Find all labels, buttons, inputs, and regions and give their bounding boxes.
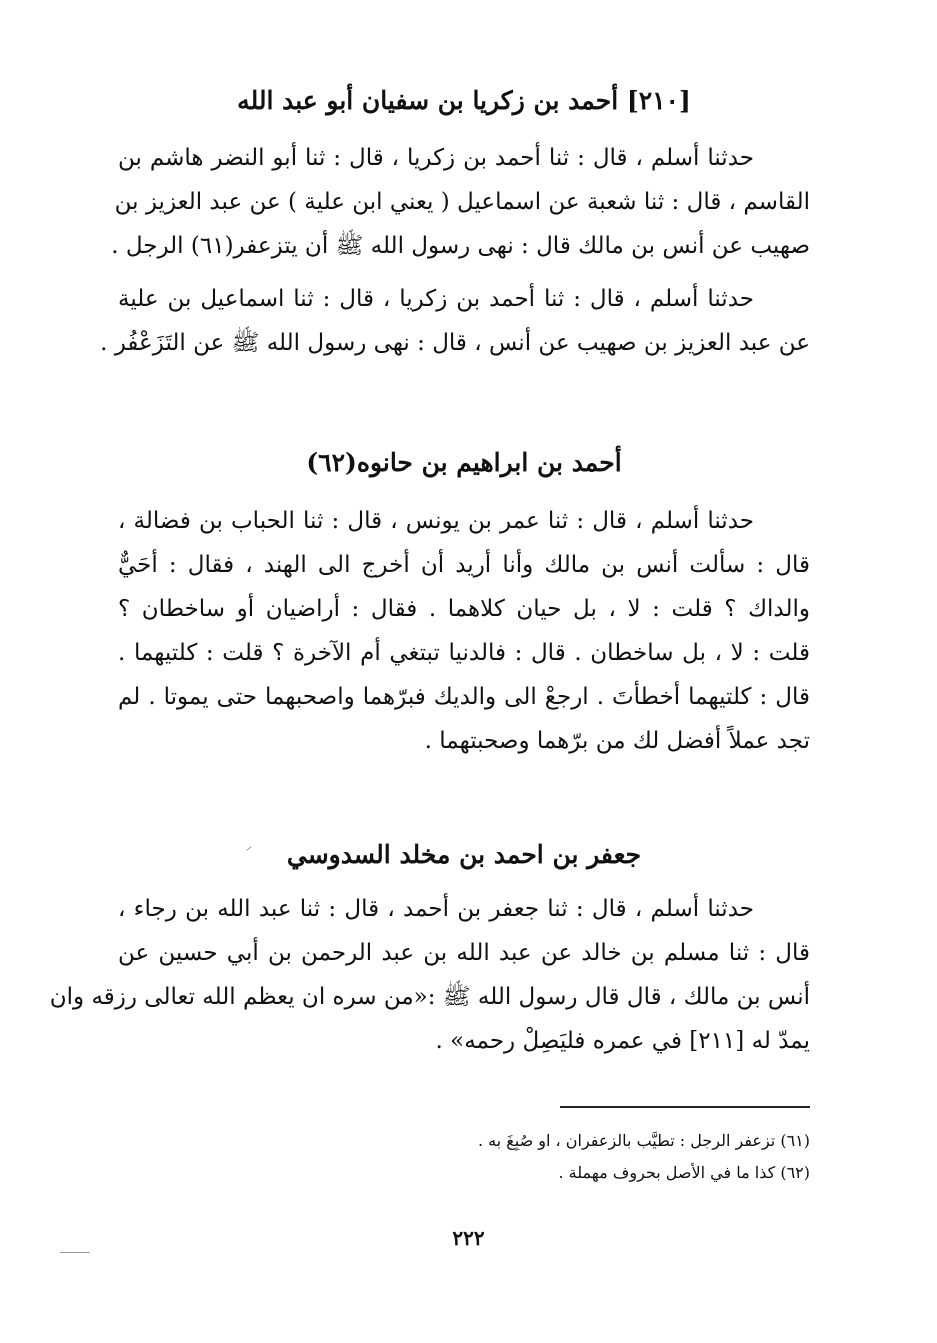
page-number: ٢٢٢ bbox=[452, 1226, 485, 1250]
paragraph-2 bbox=[100, 277, 810, 365]
text-line: والداك ؟ قلت : لا ، بل حيان كلاهما . فقال : أراضيان أو ساخطان ؟ bbox=[118, 596, 810, 622]
paragraph-4 bbox=[49, 887, 810, 1063]
text-line: عن عبد العزيز بن صهيب عن أنس ، قال : نهى رسول الله ﷺ عن التَزَعْفُر . bbox=[100, 330, 810, 356]
footnote-divider bbox=[560, 1106, 810, 1108]
text-line: قال : ثنا مسلم بن خالد عن عبد الله بن عبد الرحمن بن أبي حسين عن bbox=[118, 940, 810, 966]
text-line: أنس بن مالك ، قال قال رسول الله ﷺ :«من سره ان يعظم الله تعالى رزقه وان bbox=[49, 984, 810, 1010]
text-line: حدثنا أسلم ، قال : ثنا عمر بن يونس ، قال : ثنا الحباب بن فضالة ، bbox=[118, 508, 754, 534]
footnote-61: (٦١) تزعفر الرجل : تطيَّب بالزعفران ، او صُبِغَ به . bbox=[477, 1131, 810, 1150]
section-heading-jafar: جعفر بن احمد بن مخلد السدوسي bbox=[286, 840, 642, 869]
text-line: القاسم ، قال : ثنا شعبة عن اسماعيل ( يعني ابن علية ) عن عبد العزيز بن bbox=[114, 189, 810, 215]
footnote-62: (٦٢) كذا ما في الأصل بحروف مهملة . bbox=[558, 1163, 810, 1182]
text-line: تجد عملاً أفضل لك من برّهما وصحبتهما . bbox=[424, 728, 810, 754]
text-line: حدثنا أسلم ، قال : ثنا جعفر بن أحمد ، قال : ثنا عبد الله بن رجاء ، bbox=[118, 896, 754, 922]
paragraph-1 bbox=[111, 136, 810, 268]
text-line: صهيب عن أنس بن مالك قال : نهى رسول الله ﷺ أن يتزعفر(٦١) الرجل . bbox=[111, 233, 810, 259]
text-line: يمدّ له [٢١١] في عمره فليَصِلْ رحمه» . bbox=[435, 1028, 810, 1054]
section-heading-210: [٢١٠] أحمد بن زكريا بن سفيان أبو عبد الله bbox=[237, 86, 691, 115]
section-heading-ahmad-ibrahim: أحمد بن ابراهيم بن حانوه(٦٢) bbox=[306, 448, 622, 477]
text-line: قال : كلتيهما أخطأتَ . ارجعْ الى والديك فبرّهما واصحبهما حتى يموتا . لم bbox=[118, 684, 810, 710]
scan-speck bbox=[60, 1252, 90, 1253]
paragraph-3 bbox=[118, 499, 810, 763]
text-line: حدثنا أسلم ، قال : ثنا أحمد بن زكريا ، قال : ثنا أبو النضر هاشم بن bbox=[118, 145, 754, 171]
text-line: قلت : لا ، بل ساخطان . قال : فالدنيا تبتغي أم الآخرة ؟ قلت : كلتيهما . bbox=[118, 640, 811, 666]
text-line: قال : سألت أنس بن مالك وأنا أريد أن أخرج الى الهند ، فقال : أحَيٌّ bbox=[118, 552, 810, 578]
text-line: حدثنا أسلم ، قال : ثنا أحمد بن زكريا ، قال : ثنا اسماعيل بن علية bbox=[118, 286, 754, 312]
